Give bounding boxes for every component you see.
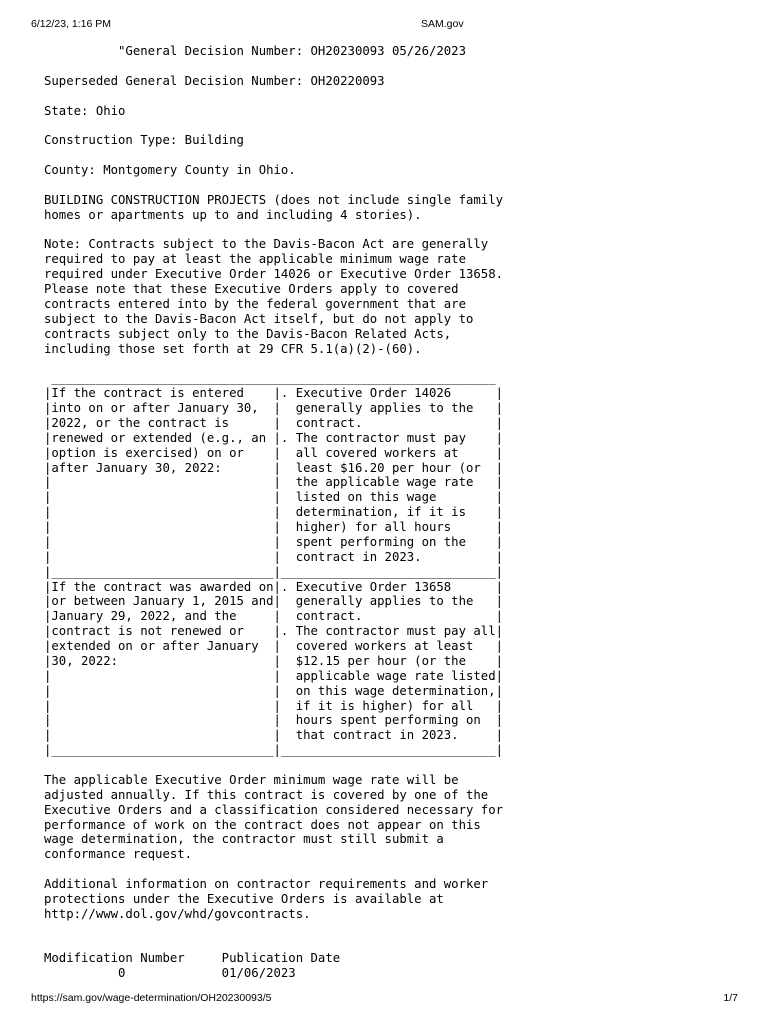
print-footer: [31, 992, 738, 1006]
print-header: [31, 18, 738, 32]
page-number: 1/7: [723, 992, 738, 1004]
print-site-title: SAM.gov: [421, 18, 464, 30]
page-url: https://sam.gov/wage-determination/OH20230093/5: [31, 992, 272, 1004]
print-datetime: 6/12/23, 1:16 PM: [31, 18, 111, 30]
wage-determination-text: "General Decision Number: OH20230093 05/26/2023 Superseded General Decision Number: OH20220093 State: Ohio Construction Type: Building County: Montgomery County in Ohio. BUILDING CONSTRUCTION PROJECTS (does not include single family homes or apartments up to and including 4 stories). Note: Contracts subject to the Davis-Bacon Act are generally required to pay at least the applicable minimum wage rate required under Executive Order 14026 or Executive Order 13658. Please note that these Executive Orders apply to covered contracts entered into by the federal government that are subject to the Davis-Bacon Act itself, but do not apply to contracts subject only to the Davis-Bacon Related Acts, including those set forth at 29 CFR 5.1(a)(2)-(60). ____________________________________________________________ |If the contract is entered |. Executive Order 14026 | |into on or after January 30, | generally applies to the | |2022, or the contract is | contract. | |renewed or extended (e.g., an |. The contractor must pay | |option is exercised) on or | all covered workers at | |after January 30, 2022: | least $16.20 per hour (or | | | the applicable wage rate | | | listed on this wage | | | determination, if it is | | | higher) for all hours | | | spent performing on the | | | contract in 2023. | |______________________________|_____________________________| |If the contract was awarded on|. Executive Order 13658 | |or between January 1, 2015 and| generally applies to the | |January 29, 2022, and the | contract. | |contract is not renewed or |. The contractor must pay all| |extended on or after January | covered workers at least | |30, 2022: | $12.15 per hour (or the | | | applicable wage rate listed| | | on this wage determination,| | | if it is higher) for all | | | hours spent performing on | | | that contract in 2023. | |______________________________|_____________________________| The applicable Executive Order minimum wage rate will be adjusted annually. If this contract is covered by one of the Executive Orders and a classification considered necessary for performance of work on the contract does not appear on this wage determination, the contractor must still submit a conformance request. Additional information on contractor requirements and worker protections under the Executive Orders is available at http://www.dol.gov/whd/govcontracts. Modification Number Publication Date 0 01/06/2023: [44, 44, 504, 981]
